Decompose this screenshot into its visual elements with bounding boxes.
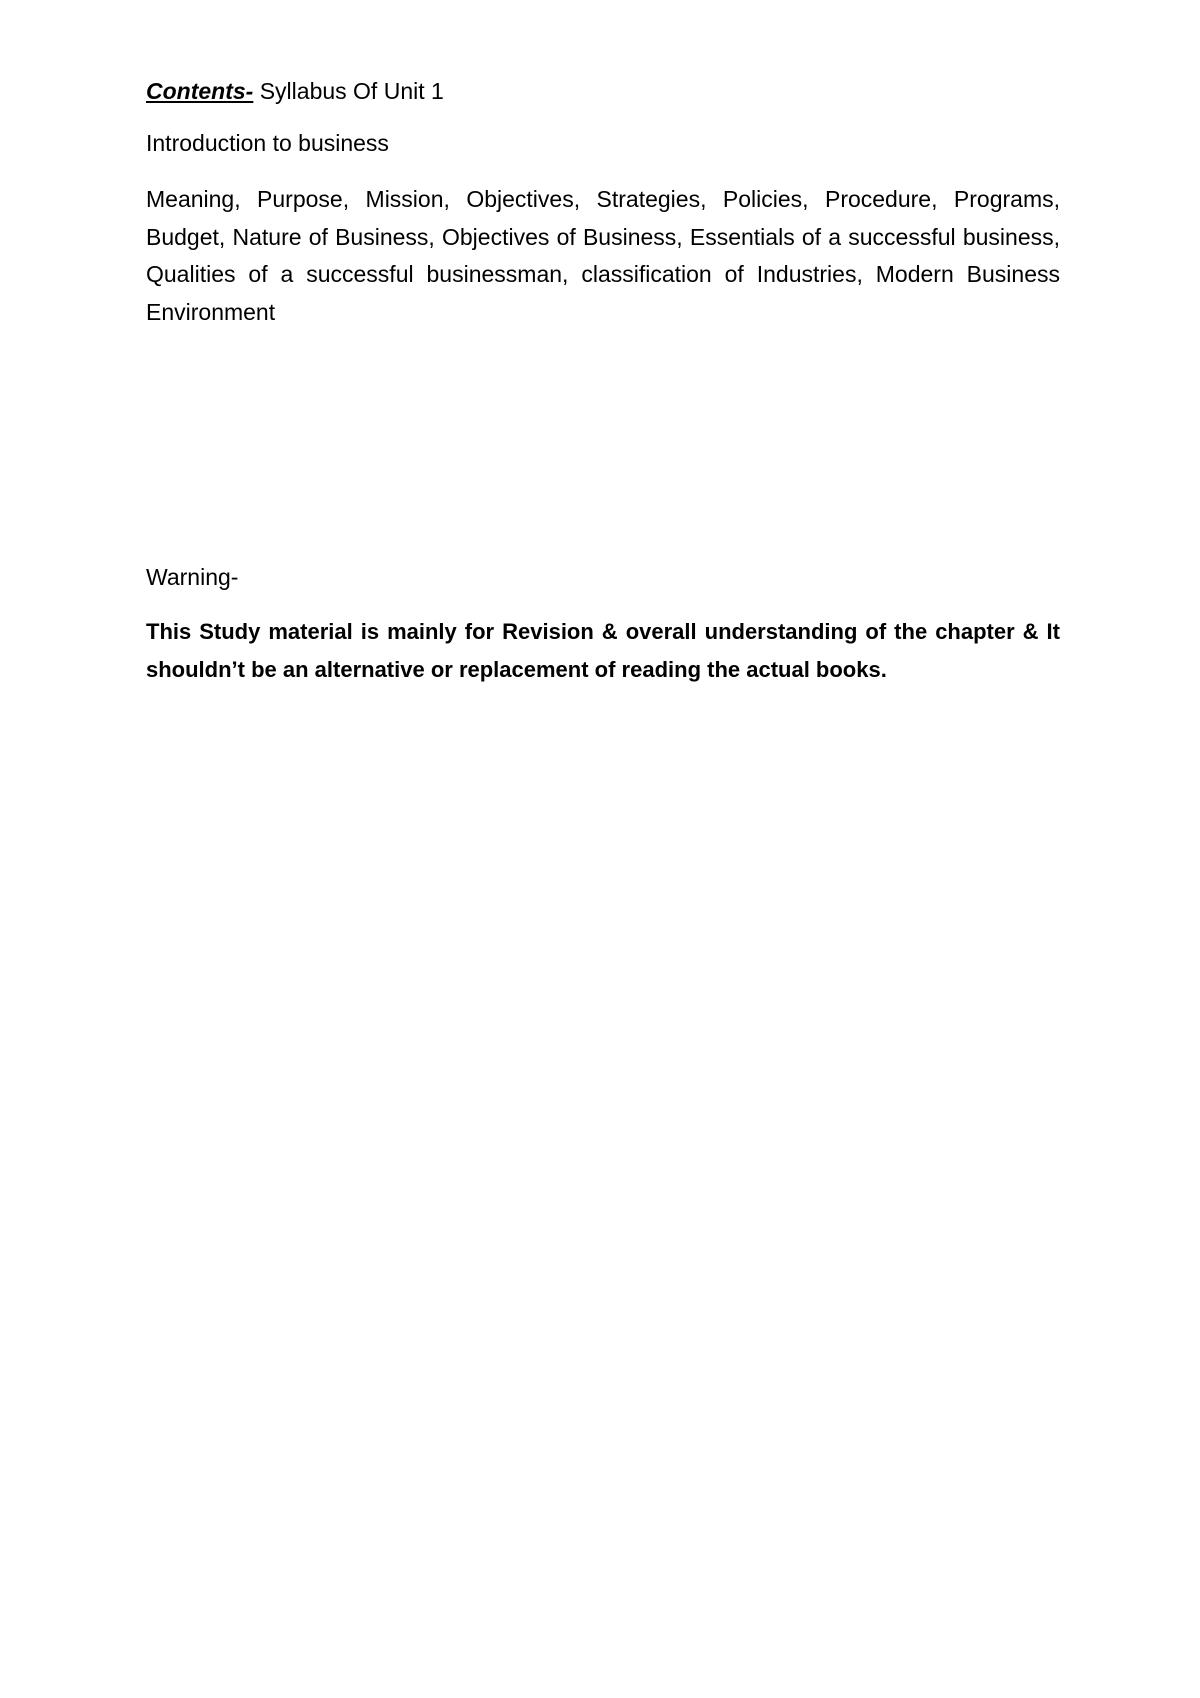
section-subheading: Introduction to business: [146, 130, 389, 156]
warning-text: This Study material is mainly for Revision & overall understanding of the chapter & It shouldn’t be an alternative or replacement of reading the actual books.: [146, 619, 1060, 682]
topics-paragraph: Meaning, Purpose, Mission, Objectives, Strategies, Policies, Procedure, Programs, Budget, Nature of Business, Objectives of Business, Essentials of a successful business, Qualities of a successful businessman, classification of Industries, Modern Business Environment: [146, 186, 1060, 325]
syllabus-title: Syllabus Of Unit 1: [253, 78, 444, 104]
warning-label: Warning-: [146, 564, 239, 590]
contents-label: Contents-: [146, 78, 254, 104]
document-page: [146, 0, 1060, 1698]
page-heading: [146, 76, 444, 106]
